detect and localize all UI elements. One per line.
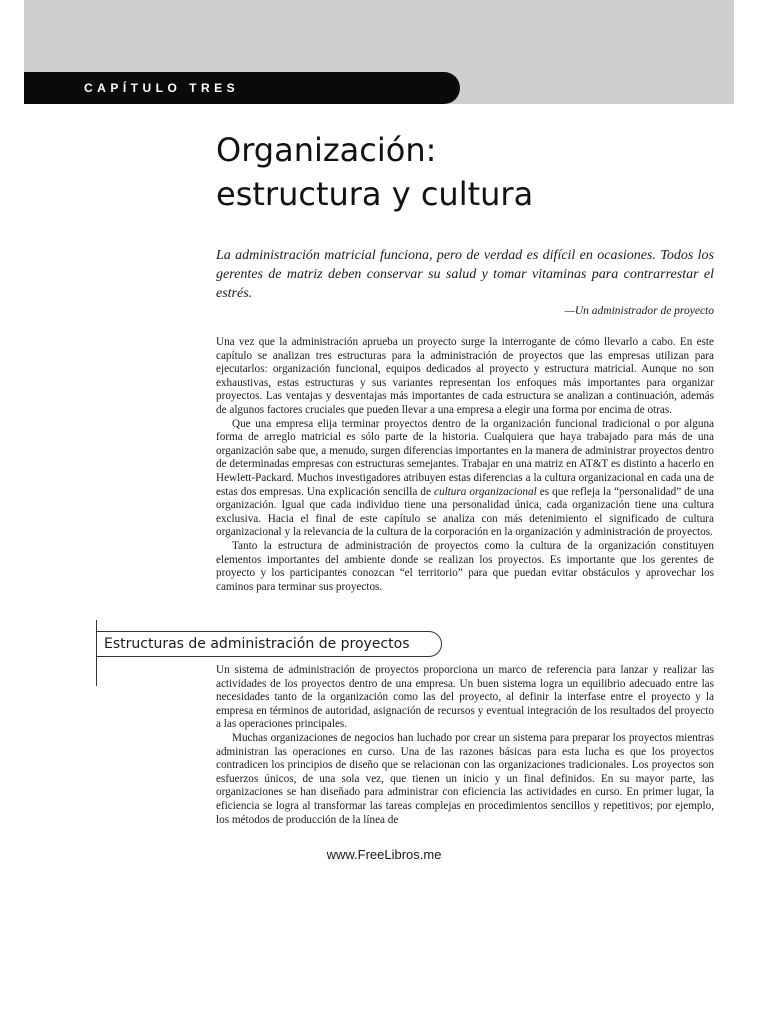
intro-paragraph-2 [216, 418, 714, 540]
intro-paragraph-1: Una vez que la administración aprueba un proyecto surge la interrogante de cómo llevarlo a cabo. En este capítulo se analizan tres estructuras para la administración de proyectos que las empresas utilizan para ejecutarlos: organización funcional, equipos dedicados al proyecto y estructura matricial. Aunque no son exhaustivas, estas estructuras y sus variantes representan los enfoques más importantes para organizar proyectos. Las ventajas y desventajas más importantes de cada estructura se analizan a continuación, además de algunos factores cruciales que pueden llevar a una empresa a elegir una forma por encima de otras. [216, 336, 714, 416]
footer-url: www.FreeLibros.me [326, 847, 442, 862]
intro-text [216, 336, 714, 594]
section-text [216, 664, 714, 827]
chapter-title [216, 128, 533, 216]
intro-paragraph-2-end: es que refleja la “personalidad” de una organización. Igual que cada individuo tiene una personalidad única, cada organización tiene una cultura exclusiva. Hacia el final de este capítulo se analiza con más detenimiento el significado de cultura organizacional y la relevancia de la cultura de la corporación en la organización y administración de proyectos. [216, 485, 714, 539]
chapter-title-line-1: Organización: [216, 131, 437, 169]
term-cultura-organizacional: cultura organizacional [434, 485, 537, 498]
intro-paragraph-3: Tanto la estructura de administración de proyectos como la cultura de la organización constituyen elementos importantes del ambiente donde se realizan los proyectos. Es importante que los gerentes de proyecto y los participantes conozcan “el territorio” para que puedan evitar obstáculos y aprovechar los caminos para terminar sus proyectos. [216, 539, 714, 593]
section-heading: Estructuras de administración de proyectos [96, 631, 442, 657]
epigraph-source: —Un administrador de proyecto [564, 305, 714, 317]
epigraph-quote: La administración matricial funciona, pero de verdad es difícil en ocasiones. Todos los gerentes de matriz deben conservar su salud y tomar vitaminas para contrarrestar el estrés. [216, 248, 714, 301]
section-paragraph-1: Un sistema de administración de proyectos proporciona un marco de referencia para lanzar y realizar las actividades de los proyectos dentro de una empresa. Un buen sistema logra un equilibrio adecuado entre las necesidades tanto de la organización como las del proyecto, al definir la interfase entre el proyecto y la empresa en términos de autoridad, asignación de recursos y eventual integración de los resultados del proyecto a las operaciones principales. [216, 664, 714, 731]
intro-paragraph-2-start: Que una empresa elija terminar proyectos dentro de la organización funcional tradicional o por alguna forma de arreglo matricial es sólo parte de la historia. Cualquiera que haya trabajado para más de una organización sabe que, a menudo, surgen diferencias importantes en la manera de administrar proyectos dentro de determinadas empresas con estructuras semejantes. Trabajar en una matriz en AT&T es distinto a hacerlo en Hewlett-Packard. Muchos investigadores atribuyen estas diferencias a la cultura organizacional en cada una de estas dos empresas. Una explicación sencilla de [216, 417, 714, 498]
chapter-title-line-2: estructura y cultura [216, 175, 534, 213]
chapter-label: CAPÍTULO TRES [24, 72, 460, 104]
section-paragraph-2: Muchas organizaciones de negocios han luchado por crear un sistema para preparar los proyectos mientras administran las operaciones en curso. Una de las razones básicas para esta lucha es que los proyectos contradicen los principios de diseño que se relacionan con las organizaciones tradicionales. Los proyectos son esfuerzos únicos, de una sola vez, que tienen un inicio y un final definidos. En su mayor parte, las organizaciones se han diseñado para administrar con eficiencia las actividades en curso. En primer lugar, la eficiencia se logra al transformar las tareas complejas en procedimientos sencillos y repetitivos; por ejemplo, los métodos de producción de la línea de [216, 731, 714, 826]
